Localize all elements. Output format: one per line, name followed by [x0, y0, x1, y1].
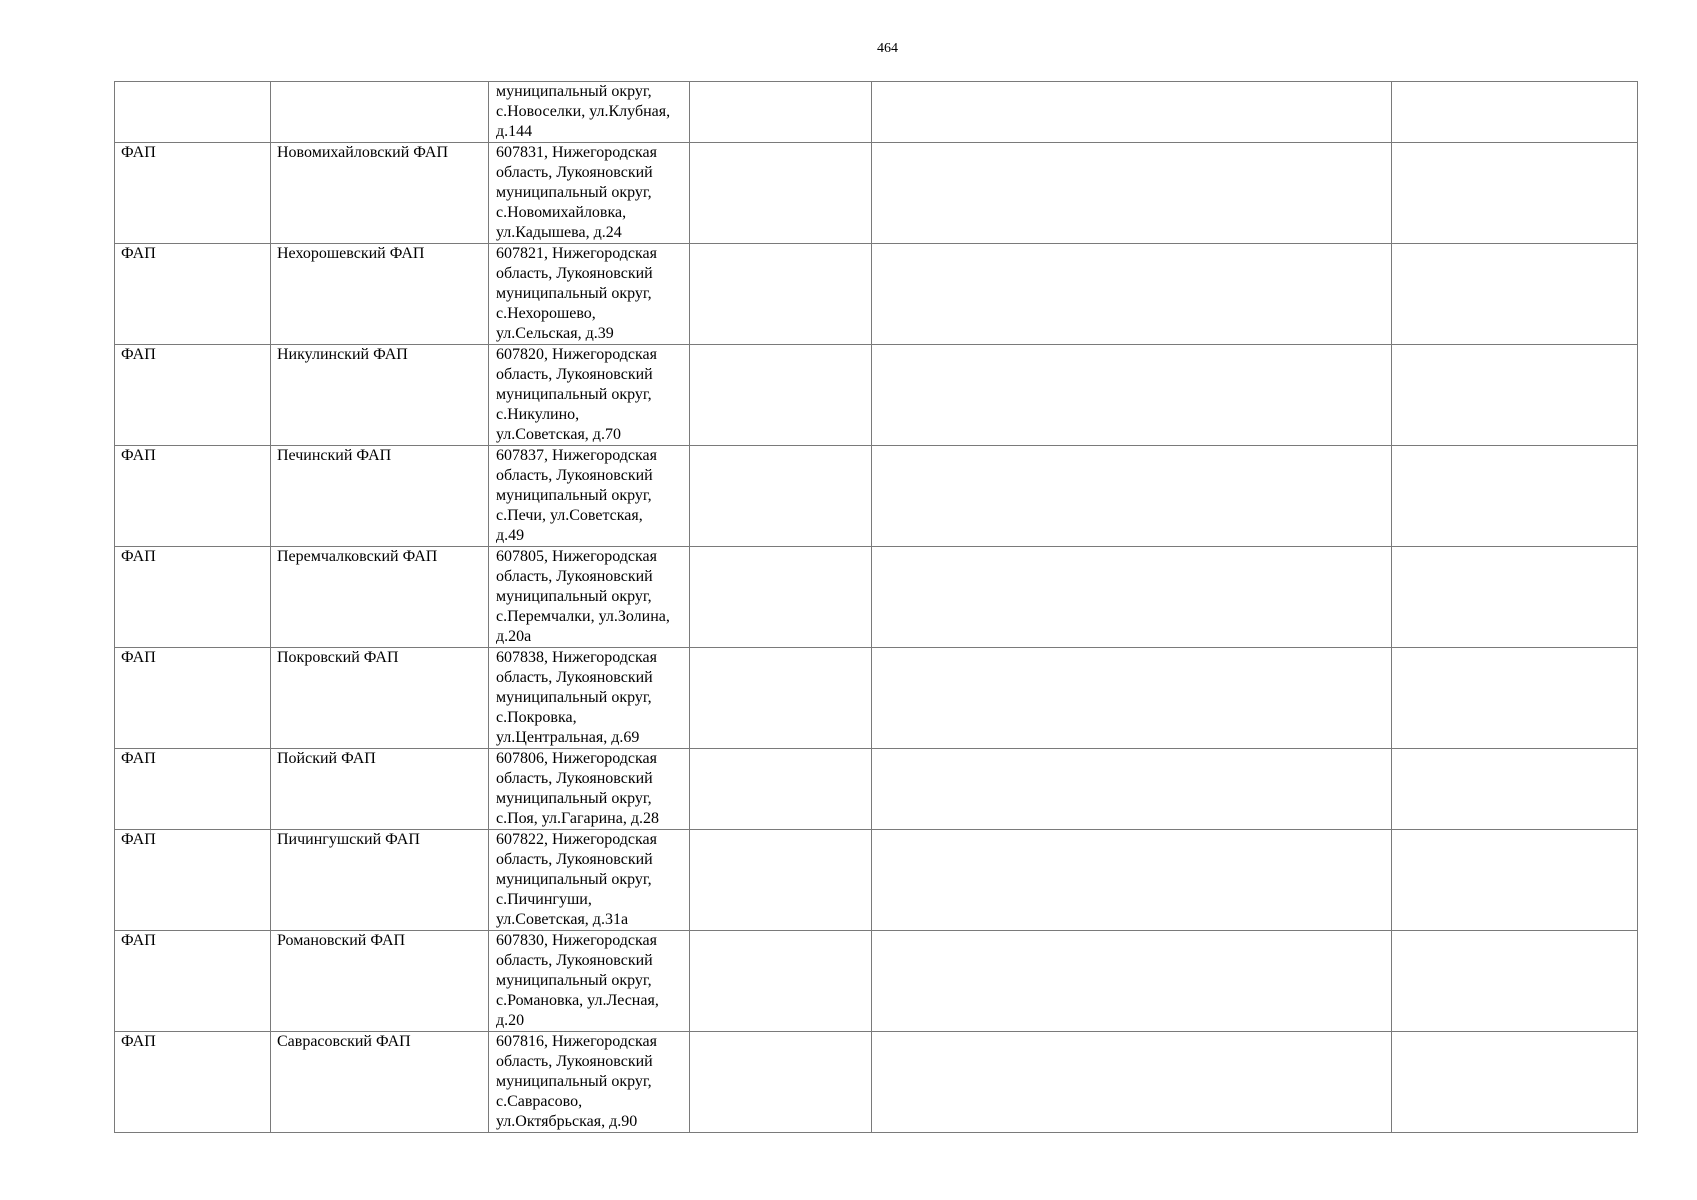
facility-address-cell	[489, 244, 690, 345]
address-line: область, Лукояновский	[496, 467, 653, 484]
table-row	[115, 830, 1638, 931]
address-line: область, Лукояновский	[496, 366, 653, 383]
empty-cell-6	[1392, 547, 1638, 648]
facility-table	[114, 81, 1638, 1133]
address-line: с.Новоселки, ул.Клубная,	[496, 103, 671, 120]
address-line: 607831, Нижегородская	[496, 144, 657, 161]
address-line: д.144	[496, 123, 533, 140]
empty-cell-4	[690, 446, 872, 547]
address-line: муниципальный округ,	[496, 790, 652, 807]
address-line: 607821, Нижегородская	[496, 245, 657, 262]
address-line: область, Лукояновский	[496, 669, 653, 686]
empty-cell-4	[690, 749, 872, 830]
facility-name-cell: Нехорошевский ФАП	[271, 244, 489, 345]
facility-type-cell: ФАП	[115, 244, 271, 345]
facility-name-cell: Печинский ФАП	[271, 446, 489, 547]
empty-cell-4	[690, 244, 872, 345]
empty-cell-4	[690, 143, 872, 244]
empty-cell-4	[690, 345, 872, 446]
address-line: область, Лукояновский	[496, 851, 653, 868]
empty-cell-5	[872, 345, 1392, 446]
address-line: с.Нехорошево,	[496, 305, 596, 322]
facility-type-cell: ФАП	[115, 547, 271, 648]
address-line: с.Саврасово,	[496, 1093, 583, 1110]
facility-address-cell	[489, 648, 690, 749]
empty-cell-6	[1392, 143, 1638, 244]
empty-cell-6	[1392, 446, 1638, 547]
address-line: с.Поя, ул.Гагарина, д.28	[496, 810, 659, 827]
address-line: муниципальный округ,	[496, 487, 652, 504]
address-line: с.Никулино,	[496, 406, 580, 423]
empty-cell-5	[872, 82, 1392, 143]
address-line: муниципальный округ,	[496, 184, 652, 201]
address-line: д.49	[496, 527, 525, 544]
table-body	[115, 82, 1638, 1133]
facility-name-cell: Романовский ФАП	[271, 931, 489, 1032]
facility-name-cell: Саврасовский ФАП	[271, 1032, 489, 1133]
empty-cell-6	[1392, 830, 1638, 931]
empty-cell-6	[1392, 244, 1638, 345]
empty-cell-6	[1392, 749, 1638, 830]
table-row	[115, 1032, 1638, 1133]
address-line: с.Новомихайловка,	[496, 204, 627, 221]
facility-address-cell	[489, 82, 690, 143]
address-line: муниципальный округ,	[496, 285, 652, 302]
table-row	[115, 82, 1638, 143]
address-line: 607820, Нижегородская	[496, 346, 657, 363]
facility-name-cell	[271, 82, 489, 143]
table-row	[115, 931, 1638, 1032]
address-line: д.20	[496, 1012, 525, 1029]
facility-type-cell: ФАП	[115, 648, 271, 749]
address-line: область, Лукояновский	[496, 770, 653, 787]
table-row	[115, 749, 1638, 830]
facility-name-cell: Покровский ФАП	[271, 648, 489, 749]
address-line: ул.Центральная, д.69	[496, 729, 640, 746]
empty-cell-4	[690, 830, 872, 931]
empty-cell-5	[872, 648, 1392, 749]
address-line: д.20а	[496, 628, 532, 645]
facility-type-cell: ФАП	[115, 1032, 271, 1133]
facility-name-cell: Перемчалковский ФАП	[271, 547, 489, 648]
table-row	[115, 345, 1638, 446]
empty-cell-5	[872, 1032, 1392, 1133]
empty-cell-6	[1392, 931, 1638, 1032]
address-line: 607805, Нижегородская	[496, 548, 657, 565]
address-line: 607806, Нижегородская	[496, 750, 657, 767]
empty-cell-5	[872, 244, 1392, 345]
address-line: муниципальный округ,	[496, 1073, 652, 1090]
table-row	[115, 547, 1638, 648]
address-line: область, Лукояновский	[496, 952, 653, 969]
table-row	[115, 446, 1638, 547]
page-number: 464	[877, 41, 898, 56]
address-line: 607830, Нижегородская	[496, 932, 657, 949]
empty-cell-4	[690, 1032, 872, 1133]
empty-cell-6	[1392, 648, 1638, 749]
empty-cell-5	[872, 446, 1392, 547]
address-line: с.Пичингуши,	[496, 891, 592, 908]
empty-cell-6	[1392, 1032, 1638, 1133]
table-row	[115, 143, 1638, 244]
empty-cell-4	[690, 931, 872, 1032]
empty-cell-5	[872, 830, 1392, 931]
facility-address-cell	[489, 931, 690, 1032]
facility-name-cell: Новомихайловский ФАП	[271, 143, 489, 244]
facility-type-cell: ФАП	[115, 830, 271, 931]
empty-cell-5	[872, 143, 1392, 244]
empty-cell-4	[690, 547, 872, 648]
address-line: муниципальный округ,	[496, 588, 652, 605]
address-line: 607837, Нижегородская	[496, 447, 657, 464]
address-line: ул.Кадышева, д.24	[496, 224, 622, 241]
empty-cell-5	[872, 749, 1392, 830]
facility-address-cell	[489, 547, 690, 648]
address-line: 607816, Нижегородская	[496, 1033, 657, 1050]
empty-cell-6	[1392, 345, 1638, 446]
address-line: ул.Октябрьская, д.90	[496, 1113, 638, 1130]
address-line: муниципальный округ,	[496, 689, 652, 706]
empty-cell-4	[690, 648, 872, 749]
address-line: с.Покровка,	[496, 709, 577, 726]
address-line: с.Романовка, ул.Лесная,	[496, 992, 659, 1009]
address-line: муниципальный округ,	[496, 386, 652, 403]
address-line: область, Лукояновский	[496, 568, 653, 585]
facility-name-cell: Никулинский ФАП	[271, 345, 489, 446]
address-line: 607838, Нижегородская	[496, 649, 657, 666]
facility-address-cell	[489, 345, 690, 446]
facility-address-cell	[489, 830, 690, 931]
empty-cell-6	[1392, 82, 1638, 143]
facility-address-cell	[489, 446, 690, 547]
address-line: ул.Советская, д.70	[496, 426, 621, 443]
address-line: ул.Советская, д.31а	[496, 911, 629, 928]
address-line: муниципальный округ,	[496, 972, 652, 989]
empty-cell-4	[690, 82, 872, 143]
address-line: муниципальный округ,	[496, 83, 652, 100]
facility-type-cell: ФАП	[115, 749, 271, 830]
facility-type-cell	[115, 82, 271, 143]
address-line: ул.Сельская, д.39	[496, 325, 614, 342]
facility-address-cell	[489, 749, 690, 830]
facility-type-cell: ФАП	[115, 931, 271, 1032]
address-line: муниципальный округ,	[496, 871, 652, 888]
address-line: 607822, Нижегородская	[496, 831, 657, 848]
facility-address-cell	[489, 143, 690, 244]
facility-name-cell: Пойский ФАП	[271, 749, 489, 830]
address-line: с.Печи, ул.Советская,	[496, 507, 643, 524]
facility-name-cell: Пичингушский ФАП	[271, 830, 489, 931]
table-row	[115, 648, 1638, 749]
facility-type-cell: ФАП	[115, 345, 271, 446]
address-line: с.Перемчалки, ул.Золина,	[496, 608, 670, 625]
address-line: область, Лукояновский	[496, 1053, 653, 1070]
address-line: область, Лукояновский	[496, 164, 653, 181]
address-line: область, Лукояновский	[496, 265, 653, 282]
facility-address-cell	[489, 1032, 690, 1133]
facility-type-cell: ФАП	[115, 143, 271, 244]
empty-cell-5	[872, 931, 1392, 1032]
facility-type-cell: ФАП	[115, 446, 271, 547]
empty-cell-5	[872, 547, 1392, 648]
table-row	[115, 244, 1638, 345]
